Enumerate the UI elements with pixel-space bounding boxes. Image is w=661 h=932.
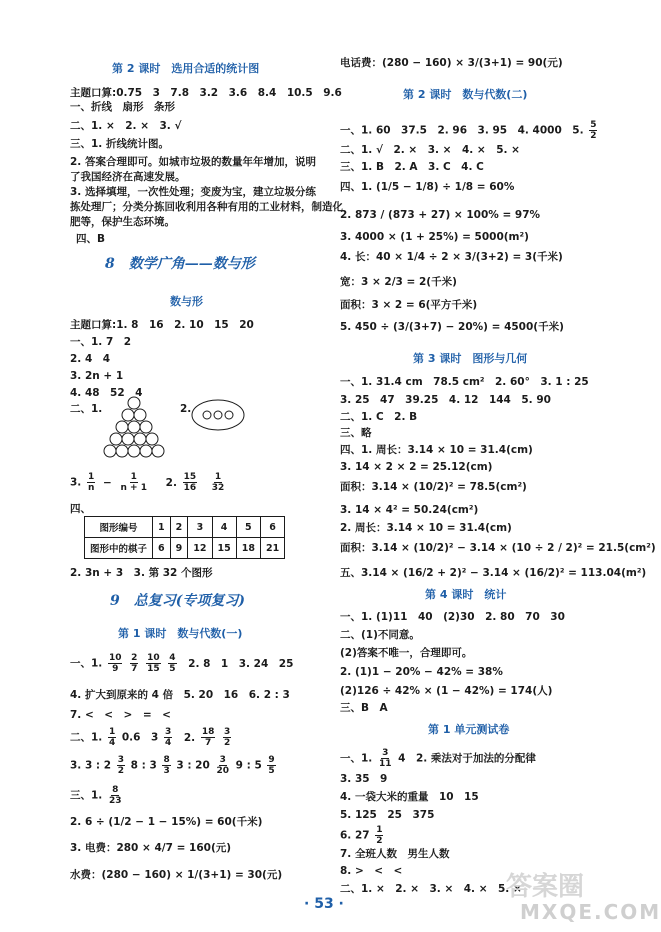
text-line: 一、1. $\frac{10}{9}$ $\frac{2}{7}$ $\frac{10}{15}$ $\frac{4}{5}$ 2. 8 1 3. 24 25 xyxy=(70,653,294,674)
text-line: 面积：3.14 × (10/2)² − 3.14 × (10 ÷ 2 / 2)² = 21.5(cm²) xyxy=(340,542,656,554)
table-cell: 18 xyxy=(236,538,260,559)
numerator: 1 xyxy=(214,472,222,482)
text-line: 4. 长：40 × 1/4 ÷ 2 × 3/(3+2) = 3(千米) xyxy=(340,251,563,263)
text-line: 肥等，保护生态环境。 xyxy=(70,216,175,228)
text-line: 三、1. B 2. A 3. C 4. C xyxy=(340,161,484,173)
text-line: 2. (1)1 − 20% − 42% = 38% xyxy=(340,666,503,678)
text-line: 四、B xyxy=(76,233,106,245)
text-line: 8. > < < xyxy=(340,865,403,877)
text-line: 五、3.14 × (16/2 + 2)² − 3.14 × (16/2)² = 113.04(m²) xyxy=(340,567,647,579)
text: 三、1. xyxy=(70,789,103,802)
denominator: n + 1 xyxy=(120,483,147,493)
numerator: 1 xyxy=(130,472,137,482)
text-line: 主题口算:1. 8 16 2. 10 15 20 xyxy=(70,319,254,331)
data-table xyxy=(84,516,285,559)
table-cell: 3 xyxy=(188,517,212,538)
text-line: 拣处理厂；分类分拣回收利用各种有用的工业材料，制造化 xyxy=(70,201,343,213)
text-line: 二、1. C 2. B xyxy=(340,411,418,423)
text-line: 3. 4000 × (1 + 25%) = 5000(m²) xyxy=(340,231,529,243)
table-row xyxy=(85,538,285,559)
text-line: 3. 电费：280 × 4/7 = 160(元) xyxy=(70,842,232,854)
table-cell: 1 xyxy=(153,517,171,538)
text: 3. 3 : 2 xyxy=(70,759,112,772)
text-line: 2. 6 ÷ (1/2 − 1 − 15%) = 60(千米) xyxy=(70,816,263,828)
text-line: 2. 周长：3.14 × 10 = 31.4(cm) xyxy=(340,522,512,534)
text-line: 6. 27 $\frac{1}{2}$ xyxy=(340,825,383,846)
watermark: MXQE.COM xyxy=(520,900,661,924)
text-line: 水费：(280 − 160) × 1/(3+1) = 30(元) xyxy=(70,869,283,881)
text: 0.6 3 xyxy=(121,731,159,744)
section-heading: 数与形 xyxy=(170,295,203,308)
text-line: 四、1. (1/5 − 1/8) ÷ 1/8 = 60% xyxy=(340,181,515,193)
triangle-figure xyxy=(92,396,176,466)
page-number-value: 53 xyxy=(314,896,334,912)
page-number: · 53 · xyxy=(304,896,344,912)
text-line: 二、1. √ 2. × 3. × 4. × 5. × xyxy=(340,144,520,156)
denominator: 16 xyxy=(183,483,197,493)
unit-heading: 9 总复习(专项复习) xyxy=(110,593,245,609)
text: 二、1. xyxy=(70,731,103,744)
text-line: 一、1. (1)11 40 (2)30 2. 80 70 30 xyxy=(340,611,565,623)
table-cell: 12 xyxy=(188,538,212,559)
text-line: 一、1. $\frac{3}{11}$ 4 2. 乘法对于加法的分配律 xyxy=(340,748,536,769)
text-line: 三、B A xyxy=(340,702,388,714)
text-line: 一、1. 7 2 xyxy=(70,336,132,348)
fraction xyxy=(120,472,148,493)
ellipse-figure xyxy=(190,398,246,432)
text-line: 3. 2n + 1 xyxy=(70,370,124,382)
text: 2. 8 1 3. 24 25 xyxy=(188,657,294,670)
lesson-title: 第 3 课时 图形与几何 xyxy=(413,352,528,365)
text-line: 3. 14 × 2 × 2 = 25.12(cm) xyxy=(340,461,493,473)
text-line: 2. 873 / (873 + 27) × 100% = 97% xyxy=(340,209,541,221)
table-cell: 6 xyxy=(260,517,284,538)
numerator: 1 xyxy=(88,472,95,482)
table-cell: 图形中的棋子 xyxy=(85,538,153,559)
text-line: 四、 xyxy=(70,503,91,515)
lesson-title: 第 2 课时 数与代数(二) xyxy=(403,88,528,101)
text-line: 主题口算:0.75 3 7.8 3.2 3.6 8.4 10.5 9.6 xyxy=(70,87,342,99)
text-line: 2. 答案合理即可。如城市垃圾的数量年年增加，说明 xyxy=(70,156,316,168)
text: 一、1. 60 37.5 2. 96 3. 95 4. 4000 5. xyxy=(340,124,584,137)
text-line: 4. 一袋大米的重量 10 15 xyxy=(340,791,479,803)
text: 6. 27 xyxy=(340,829,370,842)
text: 3. xyxy=(70,476,85,489)
text-line: (2)答案不唯一，合理即可。 xyxy=(340,647,473,659)
lesson-title: 第 1 课时 数与代数(一) xyxy=(118,627,243,640)
table-cell: 21 xyxy=(260,538,284,559)
table-cell: 4 xyxy=(212,517,236,538)
text-line: 二、(1)不同意。 xyxy=(340,629,420,641)
table-cell: 9 xyxy=(170,538,188,559)
text: 2. xyxy=(183,731,196,744)
text-line: 4. 48 52 4 xyxy=(70,387,143,399)
text-line: 一、1. 31.4 cm 78.5 cm² 2. 60° 3. 1 : 25 xyxy=(340,376,589,388)
text-line: 7. 全班人数 男生人数 xyxy=(340,848,450,860)
fraction xyxy=(87,472,95,493)
lesson-title: 第 2 课时 选用合适的统计图 xyxy=(112,62,260,75)
text-line: 7. < < > = < xyxy=(70,709,171,721)
text-line: 3. 35 9 xyxy=(340,773,388,785)
table-cell: 6 xyxy=(153,538,171,559)
text-line: 3. $\frac{1}{n}$ − $\frac{1}{n + 1}$ 2. $\frac{15}{16}$ $\frac{1}{32}$ xyxy=(70,472,225,493)
text-line: 面积：3 × 2 = 6(平方千米) xyxy=(340,299,478,311)
text-line: 3. 14 × 4² = 50.24(cm²) xyxy=(340,504,479,516)
unit-heading: 8 数学广角——数与形 xyxy=(105,256,255,272)
fraction xyxy=(183,472,198,493)
text: 一、1. xyxy=(70,657,103,670)
text-line: 三、略 xyxy=(340,427,372,439)
text-line: 宽：3 × 2/3 = 2(千米) xyxy=(340,276,457,288)
text: 8 : 3 xyxy=(130,759,157,772)
table-row xyxy=(85,517,285,538)
text-line: 四、1. 周长：3.14 × 10 = 31.4(cm) xyxy=(340,444,533,456)
table-cell: 2 xyxy=(170,517,188,538)
text-line: 2. 4 4 xyxy=(70,353,111,365)
text: 一、1. xyxy=(340,752,373,765)
text-line: 二、1. × 2. × 3. × 4. × 5. × xyxy=(340,883,522,895)
numerator: 15 xyxy=(183,472,197,482)
text: 2. xyxy=(165,476,181,489)
text-line: 三、1. $\frac{8}{23}$ xyxy=(70,785,122,806)
text-line: 5. 125 25 375 xyxy=(340,809,435,821)
text-line: 三、1. 折线统计图。 xyxy=(70,138,169,150)
denominator: 32 xyxy=(211,483,225,493)
text-line: 电话费：(280 − 160) × 3/(3+1) = 90(元) xyxy=(340,57,563,69)
section-heading: 第 1 单元测试卷 xyxy=(428,723,510,736)
text-line: 3. 25 47 39.25 4. 12 144 5. 90 xyxy=(340,394,551,406)
text-line: 2. xyxy=(180,403,192,415)
table-cell: 5 xyxy=(236,517,260,538)
lesson-title: 第 4 课时 统计 xyxy=(425,588,507,601)
text-line: 一、1. 60 37.5 2. 96 3. 95 4. 4000 5. $\frac{5}{2}$ xyxy=(340,120,597,141)
text: 4 2. 乘法对于加法的分配律 xyxy=(398,752,536,765)
text-line: (2)126 ÷ 42% × (1 − 42%) = 174(人) xyxy=(340,685,553,697)
text-line: 二、1. $\frac{1}{4}$ 0.6 3 $\frac{3}{4}$ 2. $\frac{18}{7}$ $\frac{3}{2}$ xyxy=(70,727,231,748)
text-line: 面积：3.14 × (10/2)² = 78.5(cm²) xyxy=(340,481,527,493)
text-line: 4. 扩大到原来的 4 倍 5. 20 16 6. 2 : 3 xyxy=(70,689,290,701)
text-line: 了我国经济在高速发展。 xyxy=(70,171,186,183)
table-cell: 15 xyxy=(212,538,236,559)
denominator: n xyxy=(87,483,95,493)
text-line: 3. 选择填埋，一次性处理；变废为宝，建立垃圾分练 xyxy=(70,186,316,198)
text-line: 2. 3n + 3 3. 第 32 个图形 xyxy=(70,567,213,579)
watermark: 答案圈 xyxy=(506,872,585,902)
fraction xyxy=(211,472,226,493)
text-line: 二、1. × 2. × 3. √ xyxy=(70,120,182,132)
text-line: 二、1. xyxy=(70,403,103,415)
text-line: 5. 450 ÷ (3/(3+7) − 20%) = 4500(千米) xyxy=(340,321,564,333)
text-line: 一、折线 扇形 条形 xyxy=(70,101,175,113)
text-line: 3. 3 : 2 $\frac{3}{2}$ 8 : 3 $\frac{8}{3}$ 3 : 20 $\frac{3}{20}$ 9 : 5 $\frac{9}{5}$ xyxy=(70,755,275,776)
table-cell: 图形编号 xyxy=(85,517,153,538)
